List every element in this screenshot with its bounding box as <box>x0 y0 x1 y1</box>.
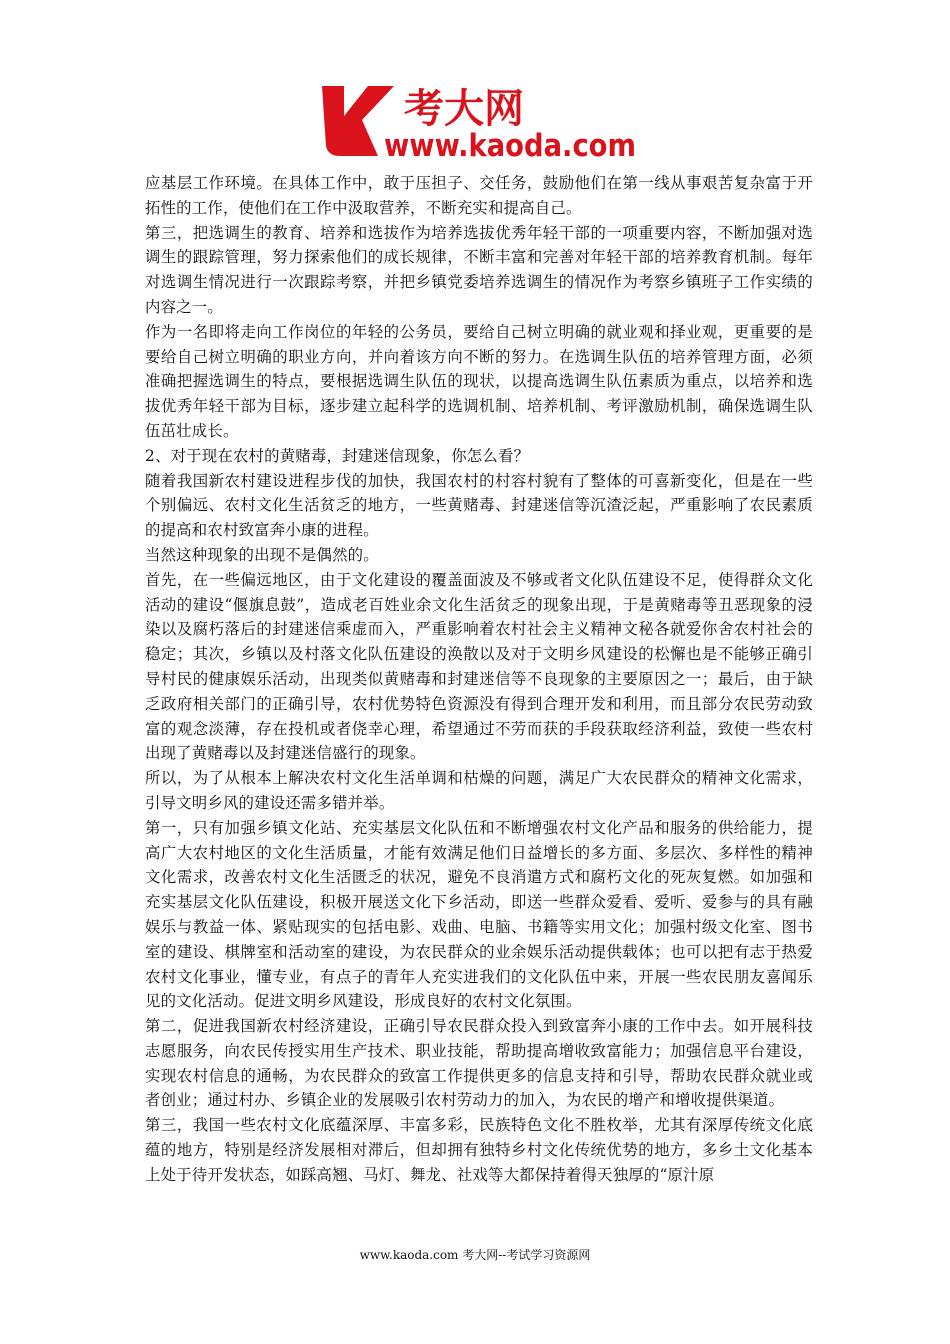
paragraph-8: 所以，为了从根本上解决农村文化生活单调和枯燥的问题，满足广大农民群众的精神文化需求，引导文明乡风的建设还需多错并举。 <box>145 769 813 812</box>
site-logo <box>318 76 638 164</box>
paragraph-1: 应基层工作环境。在具体工作中，敢于压担子、交任务，鼓励他们在第一线从事艰苦复杂富于开拓性的工作，使他们在工作中汲取营养，不断充实和提高自己。 <box>145 174 813 217</box>
logo-graphic <box>318 76 638 164</box>
page-footer: www.kaoda.com 考大网--考试学习资源网 <box>359 1248 591 1262</box>
paragraph-5: 随着我国新农村建设进程步伐的加快，我国农村的村容村貌有了整体的可喜新变化，但是在一些个别偏远、农村文化生活贫乏的地方，一些黄赌毒、封建迷信等沉渣泛起，严重影响了农民素质的提高和农村致富奔小康的进程。 <box>145 471 813 540</box>
paragraph-6: 当然这种现象的出现不是偶然的。 <box>145 545 379 564</box>
logo-name: 考大网 <box>404 86 524 132</box>
paragraph-10: 第二，促进我国新农村经济建设，正确引导农民群众投入到致富奔小康的工作中去。如开展科技志愿服务，向农民传授实用生产技术、职业技能，帮助提高增收致富能力；加强信息平台建设，实现农村信息的通畅，为农民群众的致富工作提供更多的信息支持和引导，帮助农民群众就业或者创业；通过村办、乡镇企业的发展吸引农村劳动力的加入，为农民的增产和增收提供渠道。 <box>145 1017 813 1110</box>
question-heading: 2、对于现在农村的黄赌毒，封建迷信现象，你怎么看？ <box>145 446 530 465</box>
logo-url: www.kaoda.com <box>384 128 636 164</box>
paragraph-3: 作为一名即将走向工作岗位的年轻的公务员，要给自己树立明确的就业观和择业观，更重要的是要给自己树立明确的职业方向，并向着该方向不断的努力。在选调生队伍的培养管理方面，必须准确把握选调生的特点，要根据选调生队伍的现状，以提高选调生队伍素质为重点，以培养和选拔优秀年轻干部为目标，逐步建立起科学的选调机制、培养机制、考评激励机制，确保选调生队伍茁壮成长。 <box>145 322 813 440</box>
paragraph-7: 首先，在一些偏远地区，由于文化建设的覆盖面波及不够或者文化队伍建设不足，使得群众文化活动的建设“偃旗息鼓”，造成老百姓业余文化生活贫乏的现象出现，于是黄赌毒等丑恶现象的浸染以及腐朽落后的封建迷信乘虚而入，严重影响着农村社会主义精神文秘各就爱你舍农村社会的稳定；其次，乡镇以及村落文化队伍建设的涣散以及对于文明乡风建设的松懈也是不能够正确引导村民的健康娱乐活动，出现类似黄赌毒和封建迷信等不良现象的主要原因之一；最后，由于缺乏政府相关部门的正确引导，农村优势特色资源没有得到合理开发和利用，而且部分农民劳动致富的观念淡薄，存在投机或者侥幸心理，希望通过不劳而获的手段获取经济利益，致使一些农村出现了黄赌毒以及封建迷信盛行的现象。 <box>145 570 813 763</box>
paragraph-9: 第一，只有加强乡镇文化站、充实基层文化队伍和不断增强农村文化产品和服务的供给能力，提高广大农村地区的文化生活质量，才能有效满足他们日益增长的多方面、多层次、多样性的精神文化需求，改善农村文化生活匮乏的状况，避免不良消遣方式和腐朽文化的死灰复燃。如加强和充实基层文化队伍建设，积极开展送文化下乡活动，即送一些群众爱看、爱听、爱参与的具有融娱乐与教益一体、紧贴现实的包括电影、戏曲、电脑、书籍等实用文化；加强村级文化室、图书室的建设、棋牌室和活动室的建设，为农民群众的业余娱乐活动提供载体；也可以把有志于热爱农村文化事业，懂专业，有点子的青年人充实进我们的文化队伍中来，开展一些农民朋友喜闻乐见的文化活动。促进文明乡风建设，形成良好的农村文化氛围。 <box>145 818 813 1011</box>
paragraph-2: 第三，把选调生的教育、培养和选拔作为培养选拔优秀年轻干部的一项重要内容，不断加强对选调生的跟踪管理，努力探索他们的成长规律，不断丰富和完善对年轻干部的培养教育机制。每年对选调生情况进行一次跟踪考察，并把乡镇党委培养选调生的情况作为考察乡镇班子工作实绩的内容之一。 <box>145 223 813 316</box>
paragraph-11: 第三，我国一些农村文化底蕴深厚、丰富多彩，民族特色文化不胜枚举，尤其有深厚传统文化底蕴的地方，特别是经济发展相对滞后，但却拥有独特乡村文化传统优势的地方，多乡土文化基本上处于待开发状态，如踩高翘、马灯、舞龙、社戏等大都保持着得天独厚的“原汁原 <box>145 1116 813 1184</box>
article-body <box>145 171 813 1188</box>
